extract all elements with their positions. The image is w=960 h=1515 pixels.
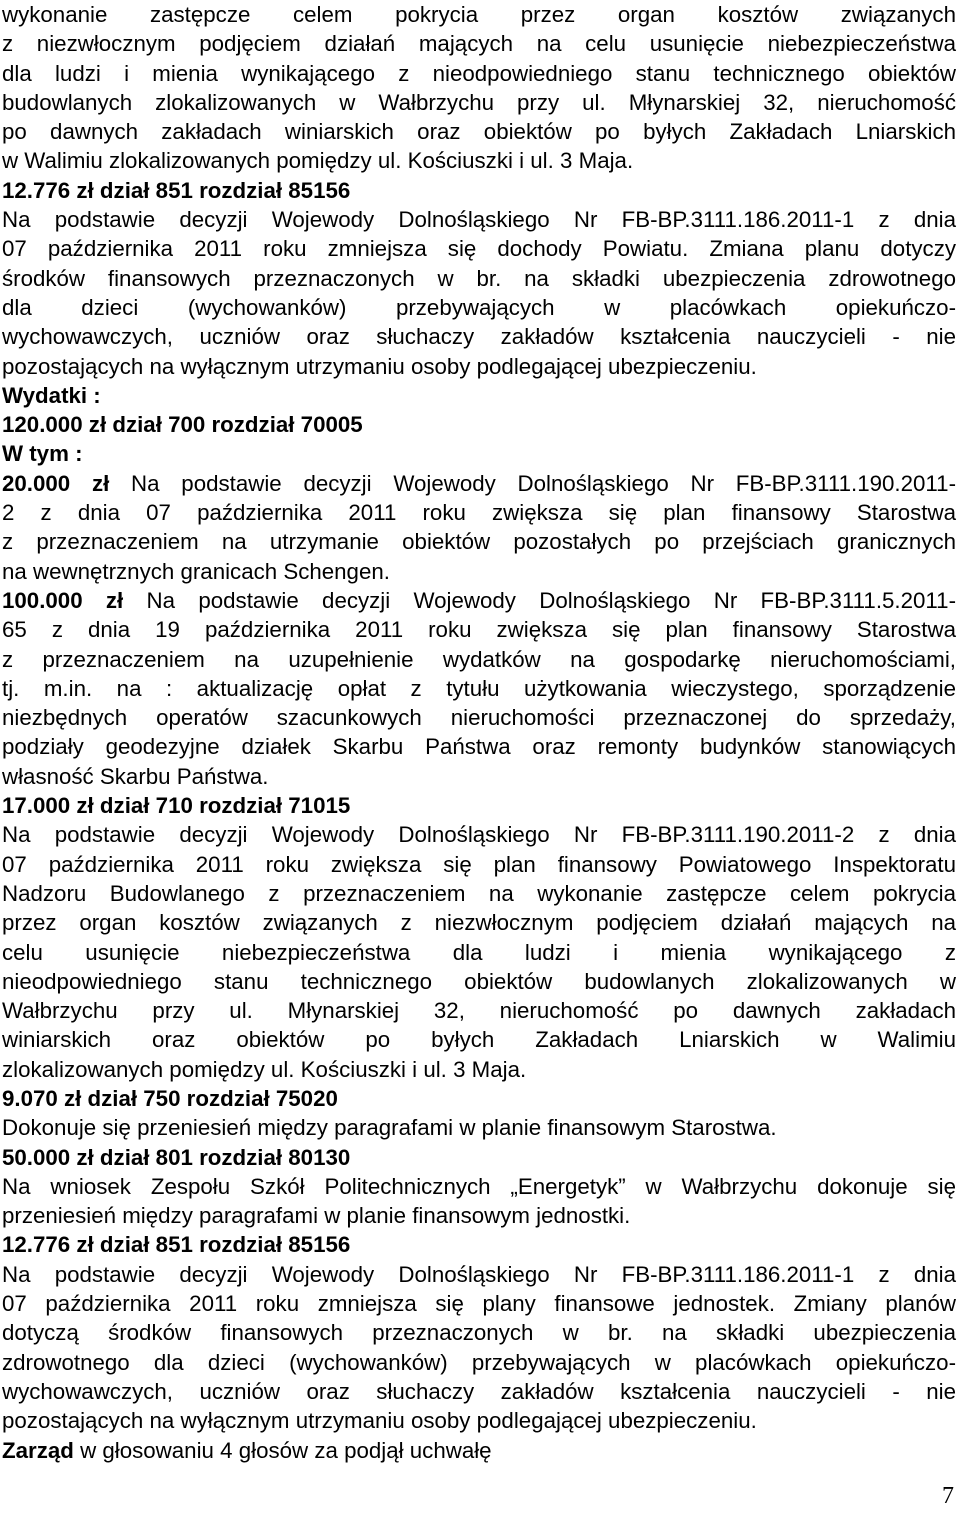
text-line: tj. m.in. na : aktualizację opłat z tytułu użytkowania wieczystego, sporządzenie bbox=[2, 675, 956, 701]
expenses-heading: Wydatki : bbox=[2, 382, 101, 408]
text-line: w Walimiu zlokalizowanych pomiędzy ul. Kościuszki i ul. 3 Maja. bbox=[2, 148, 634, 174]
text-line: Nadzoru Budowlanego z przeznaczeniem na wykonanie zastępcze celem pokrycia bbox=[2, 880, 956, 906]
document-body bbox=[2, 0, 956, 1465]
text-line: środków finansowych przeznaczonych w br. na składki ubezpieczenia zdrowotnego bbox=[2, 265, 956, 291]
text-line: po dawnych zakładach winiarskich oraz obiektów po byłych Zakładach Lniarskich bbox=[2, 119, 956, 145]
amount-label: 100.000 zł bbox=[2, 587, 124, 613]
text-line: pozostających na wyłącznym utrzymaniu osoby podlegającej ubezpieczeniu. bbox=[2, 353, 757, 379]
text-line-rest: w głosowaniu 4 głosów za podjął uchwałę bbox=[80, 1437, 492, 1463]
section-heading: 9.070 zł dział 750 rozdział 75020 bbox=[2, 1085, 338, 1111]
text-line: winiarskich oraz obiektów po byłych Zakładach Lniarskich w Walimiu bbox=[2, 1027, 956, 1053]
text-line: niezbędnych operatów szacunkowych nieruchomości przeznaczonej do sprzedaży, bbox=[2, 705, 956, 731]
text-line: dla ludzi i mienia wynikającego z nieodpowiedniego stanu technicznego obiektów bbox=[2, 60, 956, 86]
text-line: przez organ kosztów związanych z niezwłocznym podjęciem działań mających na bbox=[2, 910, 956, 936]
text-line: z przeznaczeniem na uzupełnienie wydatków na gospodarkę nieruchomościami, bbox=[2, 646, 956, 672]
section-heading: 17.000 zł dział 710 rozdział 71015 bbox=[2, 793, 351, 819]
text-line bbox=[2, 469, 956, 498]
page-number: 7 bbox=[942, 1483, 954, 1509]
section-heading: 120.000 zł dział 700 rozdział 70005 bbox=[2, 412, 363, 438]
section-heading: 12.776 zł dział 851 rozdział 85156 bbox=[2, 1232, 351, 1258]
text-line: pozostających na wyłącznym utrzymaniu osoby podlegającej ubezpieczeniu. bbox=[2, 1408, 757, 1434]
text-line bbox=[2, 1436, 956, 1465]
section-heading: 50.000 zł dział 801 rozdział 80130 bbox=[2, 1144, 351, 1170]
text-line: przeniesień między paragrafami w planie finansowym jednostki. bbox=[2, 1203, 631, 1229]
text-line: podziały geodezyjne działek Skarbu Państwa oraz remonty budynków stanowiących bbox=[2, 734, 956, 760]
section-heading: 12.776 zł dział 851 rozdział 85156 bbox=[2, 177, 351, 203]
text-line: 07 października 2011 roku zwiększa się plan finansowy Powiatowego Inspektoratu bbox=[2, 851, 956, 877]
text-line: 07 października 2011 roku zmniejsza się dochody Powiatu. Zmiana planu dotyczy bbox=[2, 236, 956, 262]
text-line: Na podstawie decyzji Wojewody Dolnośląskiego Nr FB-BP.3111.186.2011-1 z dnia bbox=[2, 1261, 956, 1287]
text-line: 2 z dnia 07 października 2011 roku zwiększa się plan finansowy Starostwa bbox=[2, 500, 956, 526]
text-line: Wałbrzychu przy ul. Młynarskiej 32, nieruchomość po dawnych zakładach bbox=[2, 998, 956, 1024]
text-line: wychowawczych, uczniów oraz słuchaczy zakładów kształcenia nauczycieli - nie bbox=[2, 324, 956, 350]
text-line: dla dzieci (wychowanków) przebywających w placówkach opiekuńczo- bbox=[2, 294, 956, 320]
text-line-rest: Na podstawie decyzji Wojewody Dolnośląskiego Nr FB-BP.3111.5.2011- bbox=[146, 587, 956, 613]
text-line: nieodpowiedniego stanu technicznego obiektów budowlanych zlokalizowanych w bbox=[2, 968, 956, 994]
amount-label: 20.000 zł bbox=[2, 470, 110, 496]
text-line-rest: Na podstawie decyzji Wojewody Dolnośląskiego Nr FB-BP.3111.190.2011- bbox=[131, 470, 956, 496]
text-line: Na podstawie decyzji Wojewody Dolnośląskiego Nr FB-BP.3111.190.2011-2 z dnia bbox=[2, 822, 956, 848]
text-line: budowlanych zlokalizowanych w Wałbrzychu przy ul. Młynarskiej 32, nieruchomość bbox=[2, 89, 956, 115]
text-line: własność Skarbu Państwa. bbox=[2, 763, 269, 789]
text-line: Dokonuje się przeniesień między paragrafami w planie finansowym Starostwa. bbox=[2, 1115, 777, 1141]
board-label: Zarząd bbox=[2, 1437, 74, 1463]
text-line: na wewnętrznych granicach Schengen. bbox=[2, 558, 390, 584]
text-line: z niezwłocznym podjęciem działań mających na celu usunięcie niebezpieczeństwa bbox=[2, 31, 956, 57]
text-line: wychowawczych, uczniów oraz słuchaczy zakładów kształcenia nauczycieli - nie bbox=[2, 1378, 956, 1404]
text-line: dotyczą środków finansowych przeznaczonych w br. na składki ubezpieczenia bbox=[2, 1320, 956, 1346]
text-line: celu usunięcie niebezpieczeństwa dla ludzi i mienia wynikającego z bbox=[2, 939, 956, 965]
subsection-heading: W tym : bbox=[2, 441, 83, 467]
text-line: z przeznaczeniem na utrzymanie obiektów pozostałych po przejściach granicznych bbox=[2, 529, 956, 555]
text-line: zdrowotnego dla dzieci (wychowanków) przebywających w placówkach opiekuńczo- bbox=[2, 1349, 956, 1375]
text-line bbox=[2, 586, 956, 615]
text-line: Na wniosek Zespołu Szkół Politechnicznych „Energetyk” w Wałbrzychu dokonuje się bbox=[2, 1173, 956, 1199]
text-line: Na podstawie decyzji Wojewody Dolnośląskiego Nr FB-BP.3111.186.2011-1 z dnia bbox=[2, 207, 956, 233]
text-line: 07 października 2011 roku zmniejsza się plany finansowe jednostek. Zmiany planów bbox=[2, 1291, 956, 1317]
text-line: 65 z dnia 19 października 2011 roku zwiększa się plan finansowy Starostwa bbox=[2, 617, 956, 643]
text-line: wykonanie zastępcze celem pokrycia przez organ kosztów związanych bbox=[2, 2, 956, 27]
text-line: zlokalizowanych pomiędzy ul. Kościuszki i ul. 3 Maja. bbox=[2, 1056, 527, 1082]
